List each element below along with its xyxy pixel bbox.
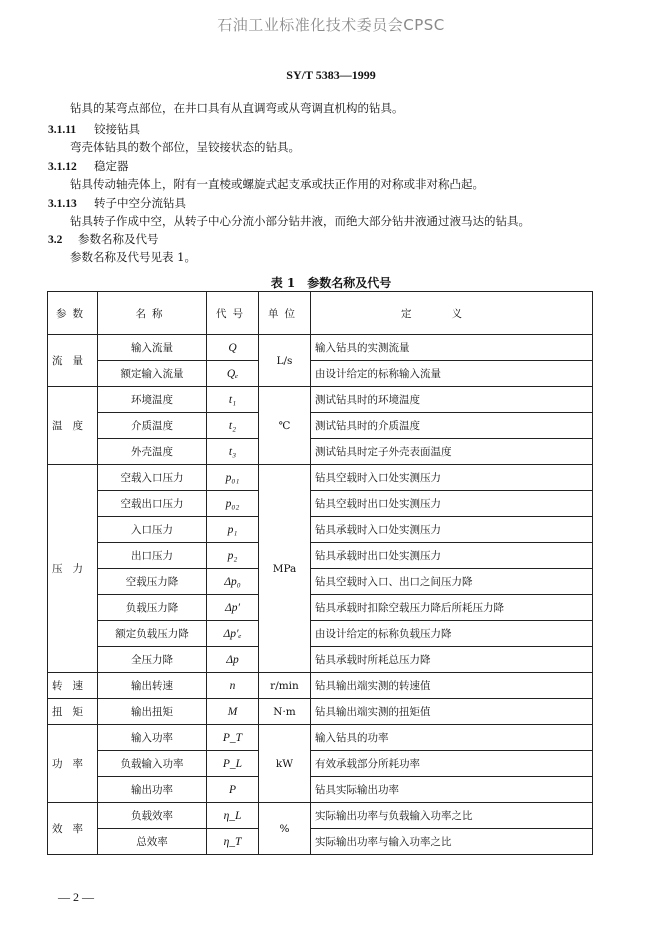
parameter-definition: 钻具承载时扣除空载压力降后所耗压力降 — [311, 595, 593, 621]
parameter-name: 负载效率 — [98, 803, 207, 829]
table-row — [48, 439, 593, 465]
parameter-symbol: Δp — [207, 647, 259, 673]
section-3-1-12 — [48, 159, 622, 174]
parameter-name: 入口压力 — [98, 517, 207, 543]
parameter-symbol: M — [207, 699, 259, 725]
parameter-group: 流量 — [48, 335, 98, 387]
parameter-definition: 钻具承载时所耗总压力降 — [311, 647, 593, 673]
standard-header: SY/T 5383—1999 — [286, 68, 376, 82]
table-row — [48, 725, 593, 751]
parameter-unit: % — [259, 803, 311, 855]
parameter-symbol: Q — [207, 335, 259, 361]
parameter-name: 输出扭矩 — [98, 699, 207, 725]
parameter-definition: 测试钻具时定子外壳表面温度 — [311, 439, 593, 465]
parameter-group: 效率 — [48, 803, 98, 855]
parameter-unit: MPa — [259, 465, 311, 673]
parameter-unit: ℃ — [259, 387, 311, 465]
parameter-group: 扭矩 — [48, 699, 98, 725]
parameter-symbol: P_T — [207, 725, 259, 751]
parameter-symbol: Qₑ — [207, 361, 259, 387]
parameter-name: 介质温度 — [98, 413, 207, 439]
parameter-symbol: p₀₁ — [207, 465, 259, 491]
table-row — [48, 335, 593, 361]
body-line: 钻具的某弯点部位，在井口具有从直调弯或从弯调直机构的钻具。 — [70, 101, 404, 115]
parameter-name: 全压力降 — [98, 647, 207, 673]
table-header-cell: 代号 — [207, 292, 259, 335]
table-row — [48, 699, 593, 725]
parameter-symbol: p₁ — [207, 517, 259, 543]
body-line: 钻具传动轴壳体上，附有一直棱或螺旋式起支承或扶正作用的对称或非对称凸起。 — [70, 177, 484, 191]
parameter-name: 负载输入功率 — [98, 751, 207, 777]
table-header-row — [48, 292, 593, 335]
parameter-name: 空载压力降 — [98, 569, 207, 595]
parameter-table-body — [48, 292, 593, 855]
parameter-symbol: p₀₂ — [207, 491, 259, 517]
table-header-cell: 定义 — [311, 292, 593, 335]
parameter-symbol: Δp₀ — [207, 569, 259, 595]
parameter-symbol: t₁ — [207, 387, 259, 413]
table-header-cell: 单位 — [259, 292, 311, 335]
table-row — [48, 491, 593, 517]
page-number: — 2 — — [58, 890, 94, 904]
parameter-symbol: p₂ — [207, 543, 259, 569]
section-number: 3.1.11 — [48, 124, 77, 136]
parameter-symbol: n — [207, 673, 259, 699]
section-title: 铰接钻具 — [94, 122, 140, 136]
table-row — [48, 569, 593, 595]
table-row — [48, 803, 593, 829]
parameter-definition: 由设计给定的标称输入流量 — [311, 361, 593, 387]
table-row — [48, 361, 593, 387]
parameter-unit: kW — [259, 725, 311, 803]
table-header-cell: 参数 — [48, 292, 98, 335]
parameter-definition: 钻具空载时出口处实测压力 — [311, 491, 593, 517]
parameter-symbol: Δp′ₑ — [207, 621, 259, 647]
parameter-name: 额定输入流量 — [98, 361, 207, 387]
parameter-name: 输入功率 — [98, 725, 207, 751]
table-row — [48, 777, 593, 803]
parameter-name: 空载出口压力 — [98, 491, 207, 517]
parameter-name: 输出转速 — [98, 673, 207, 699]
section-title: 参数名称及代号 — [78, 232, 159, 246]
parameter-definition: 测试钻具时的介质温度 — [311, 413, 593, 439]
parameter-name: 外壳温度 — [98, 439, 207, 465]
section-number: 3.2 — [48, 234, 63, 246]
parameter-name: 输入流量 — [98, 335, 207, 361]
parameter-symbol: Δp′ — [207, 595, 259, 621]
parameter-definition: 钻具输出端实测的转速值 — [311, 673, 593, 699]
parameter-definition: 测试钻具时的环境温度 — [311, 387, 593, 413]
parameter-name: 总效率 — [98, 829, 207, 855]
table-caption — [0, 274, 662, 291]
section-title: 转子中空分流钻具 — [94, 196, 186, 210]
table-row — [48, 751, 593, 777]
parameter-symbol: t₂ — [207, 413, 259, 439]
parameter-symbol: t₃ — [207, 439, 259, 465]
parameter-group: 温度 — [48, 387, 98, 465]
section-3-1-11 — [48, 122, 622, 137]
parameter-symbol: η_L — [207, 803, 259, 829]
parameter-group: 压力 — [48, 465, 98, 673]
section-title: 稳定器 — [94, 159, 129, 173]
body-line: 弯壳体钻具的数个部位，呈铰接状态的钻具。 — [70, 140, 300, 154]
parameter-group: 转速 — [48, 673, 98, 699]
table-row — [48, 413, 593, 439]
table-caption-number: 表 1 — [270, 276, 296, 290]
table-row — [48, 829, 593, 855]
parameter-name: 出口压力 — [98, 543, 207, 569]
parameter-symbol: P_L — [207, 751, 259, 777]
parameter-definition: 有效承载部分所耗功率 — [311, 751, 593, 777]
parameter-definition: 钻具实际输出功率 — [311, 777, 593, 803]
parameter-definition: 实际输出功率与负载输入功率之比 — [311, 803, 593, 829]
table-caption-title: 参数名称及代号 — [307, 276, 392, 290]
table-row — [48, 647, 593, 673]
parameter-symbol: η_T — [207, 829, 259, 855]
parameter-definition: 输入钻具的实测流量 — [311, 335, 593, 361]
parameter-symbol: P — [207, 777, 259, 803]
parameter-name: 负载压力降 — [98, 595, 207, 621]
parameter-group: 功率 — [48, 725, 98, 803]
parameter-unit: L/s — [259, 335, 311, 387]
parameter-definition: 钻具承载时出口处实测压力 — [311, 543, 593, 569]
table-row — [48, 595, 593, 621]
section-number: 3.1.13 — [48, 198, 77, 210]
parameter-definition: 钻具输出端实测的扭矩值 — [311, 699, 593, 725]
table-row — [48, 387, 593, 413]
body-line: 钻具转子作成中空，从转子中心分流小部分钻井液，而绝大部分钻井液通过液马达的钻具。 — [70, 214, 530, 228]
section-3-1-13 — [48, 196, 622, 211]
parameter-name: 空载入口压力 — [98, 465, 207, 491]
parameter-name: 额定负载压力降 — [98, 621, 207, 647]
table-row — [48, 621, 593, 647]
table-row — [48, 673, 593, 699]
parameter-definition: 实际输出功率与输入功率之比 — [311, 829, 593, 855]
table-row — [48, 465, 593, 491]
parameter-unit: r/min — [259, 673, 311, 699]
parameter-definition: 钻具空载时入口、出口之间压力降 — [311, 569, 593, 595]
parameter-name: 输出功率 — [98, 777, 207, 803]
table-header-cell: 名称 — [98, 292, 207, 335]
parameter-definition: 钻具承载时入口处实测压力 — [311, 517, 593, 543]
parameter-definition: 钻具空载时入口处实测压力 — [311, 465, 593, 491]
table-row — [48, 543, 593, 569]
parameter-definition: 输入钻具的功率 — [311, 725, 593, 751]
watermark: 石油工业标准化技术委员会CPSC — [217, 16, 445, 34]
parameter-name: 环境温度 — [98, 387, 207, 413]
parameter-table — [47, 291, 593, 855]
section-3-2 — [48, 232, 622, 247]
parameter-definition: 由设计给定的标称负载压力降 — [311, 621, 593, 647]
table-row — [48, 517, 593, 543]
section-number: 3.1.12 — [48, 161, 77, 173]
body-line: 参数名称及代号见表 1。 — [70, 250, 196, 264]
parameter-unit: N·m — [259, 699, 311, 725]
